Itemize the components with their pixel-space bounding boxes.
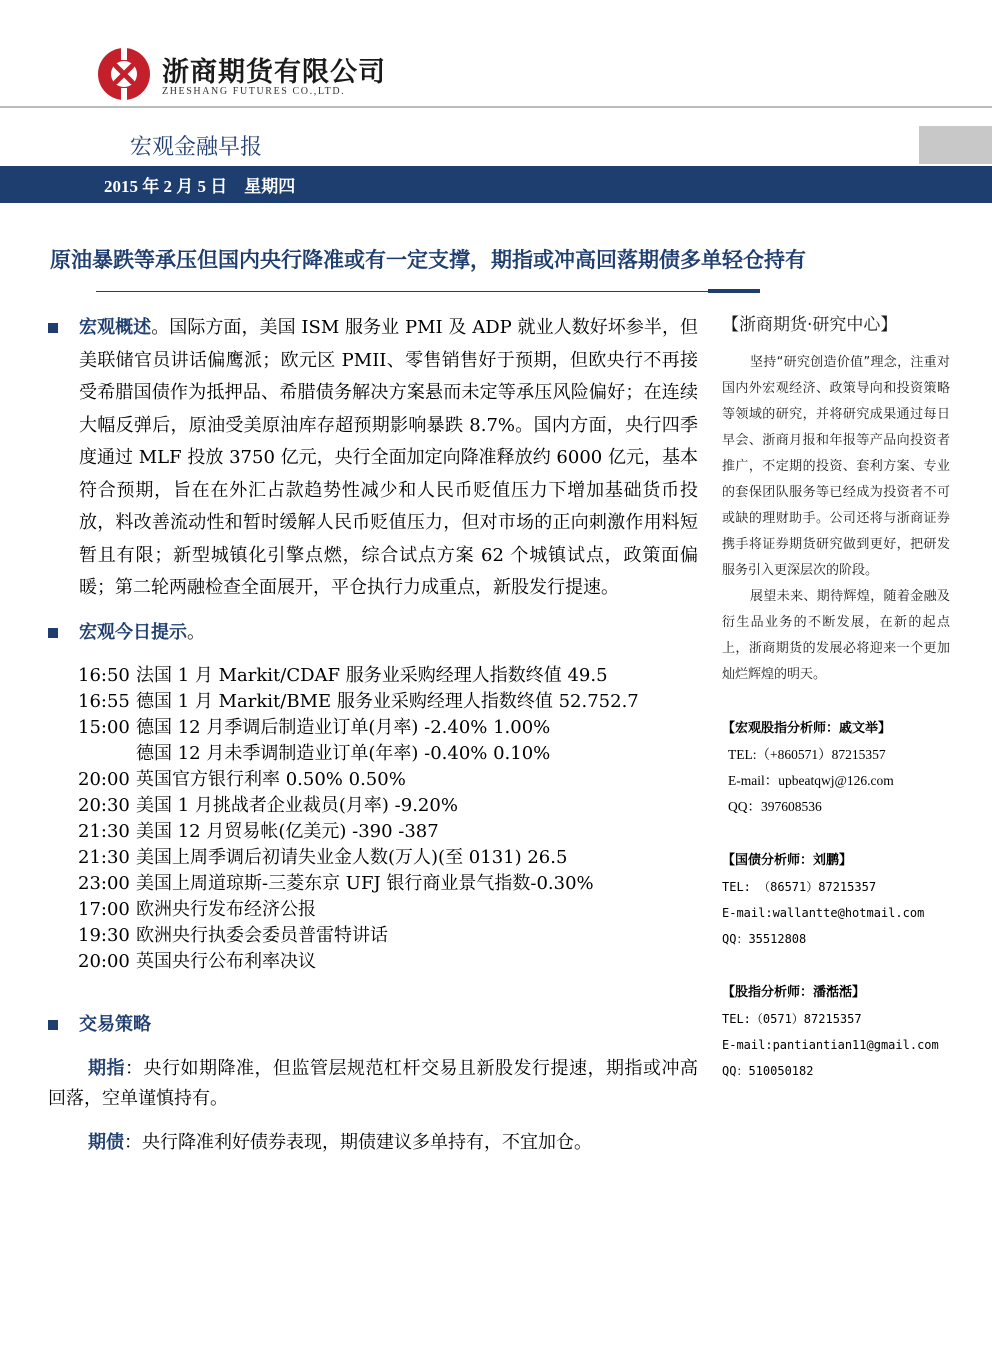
hints-section <box>48 617 698 650</box>
strategy-title: 交易策略 <box>79 1014 151 1035</box>
main-column <box>48 312 698 1158</box>
event-time: 16:55 <box>78 691 130 712</box>
analyst-email[interactable]: E-mail：upbeatqwj@126.com <box>728 773 894 788</box>
analyst-card <box>722 980 950 1084</box>
analyst-qq: QQ：397608536 <box>728 799 822 814</box>
futures-label: 期指 <box>88 1057 125 1079</box>
bonds-text: ：央行降准利好债券表现，期债建议多单持有，不宜加仓。 <box>124 1131 592 1153</box>
overview-section <box>48 312 698 605</box>
analyst-qq: QQ：510050182 <box>722 1064 814 1078</box>
event-text: 美国 1 月挑战者企业裁员(月率) -9.20% <box>136 795 458 816</box>
headline: 原油暴跌等承压但国内央行降准或有一定支撑，期指或冲高回落期债多单轻仓持有 <box>50 248 806 272</box>
hints-title: 宏观今日提示 <box>79 621 187 643</box>
analyst-phone: TEL: （86571）87215357 <box>722 880 877 894</box>
analyst-title: 【国债分析师：刘鹏】 <box>722 853 853 868</box>
overview-title: 宏观概述 <box>79 317 152 338</box>
event-text: 美国 12 月贸易帐(亿美元) -390 -387 <box>136 821 439 842</box>
event-text: 欧洲央行执委会委员普雷特讲话 <box>136 925 388 946</box>
event-text: 德国 12 月季调后制造业订单(月率) -2.40% 1.00% <box>136 717 551 738</box>
event-text: 英国官方银行利率 0.50% 0.50% <box>136 769 406 790</box>
header-gray-block <box>919 126 992 164</box>
analyst-phone: TEL:（+860571）87215357 <box>728 747 886 762</box>
futures-paragraph <box>48 1054 698 1114</box>
list-item <box>78 767 698 793</box>
list-item <box>78 663 698 689</box>
list-item <box>78 689 698 715</box>
sidebar-title: 【浙商期货·研究中心】 <box>722 315 898 335</box>
event-time: 15:00 <box>78 717 130 738</box>
list-item <box>78 715 698 741</box>
company-name-cn: 浙商期货有限公司 <box>162 57 386 88</box>
list-item <box>78 923 698 949</box>
list-item <box>78 819 698 845</box>
sidebar-intro: 坚持“研究创造价值”理念，注重对国内外宏观经济、政策导向和投资策略等领域的研究，并将研究成果通过每日早会、浙商月报和年报等产品向投资者推广，不定期的投资、套利方案、专业的套保团队服务等已经成为投资者不可或缺的理财助手。公司还将与浙商证券携手将证券期货研究做到更好，把研发服务引入更深层次的阶段。 <box>722 355 950 578</box>
event-time: 17:00 <box>78 899 130 920</box>
event-list <box>78 663 698 975</box>
report-name: 宏观金融早报 <box>130 135 263 160</box>
analyst-card <box>722 716 950 820</box>
futures-text: ：央行如期降准，但监管层规范杠杆交易且新股发行提速，期指或冲高回落，空单谨慎持有。 <box>48 1057 698 1109</box>
bonds-label: 期债 <box>88 1131 124 1153</box>
analyst-title: 【宏观股指分析师：戚文举】 <box>722 721 892 736</box>
headline-rule-accent <box>708 289 760 293</box>
analyst-card <box>722 848 950 952</box>
sidebar <box>722 312 950 1084</box>
event-time: 21:30 <box>78 821 130 842</box>
report-date: 2015 年 2 月 5 日 星期四 <box>104 177 296 196</box>
list-item <box>78 897 698 923</box>
list-item <box>78 741 698 767</box>
analyst-email[interactable]: E-mail:pantiantian11@gmail.com <box>722 1038 939 1052</box>
strategy-section <box>48 1009 698 1042</box>
strategy-heading <box>79 1009 698 1042</box>
company-name-en: ZHESHANG FUTURES CO.,LTD. <box>162 86 346 97</box>
event-text: 德国 12 月未季调制造业订单(年率) -0.40% 0.10% <box>136 743 551 764</box>
overview-paragraph <box>79 312 698 605</box>
hints-title-suffix: 。 <box>187 621 205 643</box>
event-time: 21:30 <box>78 847 130 868</box>
event-time: 20:30 <box>78 795 130 816</box>
square-bullet-icon <box>48 628 58 638</box>
overview-body: 。国际方面，美国 ISM 服务业 PMI 及 ADP 就业人数好坏参半，但美联储官员讲话偏鹰派；欧元区 PMII、零售销售好于预期，但欧央行不再接受希腊国债作为抵押品、希腊债务解决方案悬而未定等承压风险偏好；在连续大幅反弹后，原油受美原油库存超预期影响暴跌 8.7%。国内方面，央行四季度通过 MLF 投放 3750 亿元，央行全面加定向降准释放约 6000 亿元，基本符合预期，旨在在外汇占款趋势性减少和人民币贬值压力下增加基础货币投放，料改善流动性和暂时缓解人民币贬值压力，但对市场的正向刺激作用料短暂且有限；新型城镇化引擎点燃，综合试点方案 62 个城镇试点，政策面偏暖；第二轮两融检查全面展开，平仓执行力成重点，新股发行提速。 <box>79 317 699 598</box>
event-time: 20:00 <box>78 769 130 790</box>
header-divider <box>0 106 992 108</box>
event-text: 英国央行公布利率决议 <box>136 951 316 972</box>
event-time: 20:00 <box>78 951 130 972</box>
list-item <box>78 793 698 819</box>
event-text: 法国 1 月 Markit/CDAF 服务业采购经理人指数终值 49.5 <box>136 665 608 686</box>
sidebar-outlook: 展望未来、期待辉煌，随着金融及衍生品业务的不断发展，在新的起点上，浙商期货的发展必将迎来一个更加灿烂辉煌的明天。 <box>722 589 950 682</box>
event-time: 23:00 <box>78 873 130 894</box>
event-time: 19:30 <box>78 925 130 946</box>
list-item <box>78 845 698 871</box>
event-text: 美国上周季调后初请失业金人数(万人)(至 0131) 26.5 <box>136 847 568 868</box>
analyst-phone: TEL:（0571）87215357 <box>722 1012 862 1026</box>
square-bullet-icon <box>48 323 58 333</box>
analyst-email[interactable]: E-mail:wallantte@hotmail.com <box>722 906 925 920</box>
hints-heading <box>79 617 698 650</box>
company-logo-icon <box>96 46 152 102</box>
event-text: 欧洲央行发布经济公报 <box>136 899 316 920</box>
event-text: 美国上周道琼斯-三菱东京 UFJ 银行商业景气指数-0.30% <box>136 873 594 894</box>
square-bullet-icon <box>48 1020 58 1030</box>
analyst-title: 【股指分析师：潘湉湉】 <box>722 985 866 1000</box>
headline-rule <box>96 291 708 292</box>
list-item <box>78 871 698 897</box>
list-item <box>78 949 698 975</box>
bonds-paragraph <box>48 1128 698 1158</box>
event-text: 德国 1 月 Markit/BME 服务业采购经理人指数终值 52.752.7 <box>136 691 639 712</box>
event-time: 16:50 <box>78 665 130 686</box>
analyst-qq: QQ：35512808 <box>722 932 807 946</box>
